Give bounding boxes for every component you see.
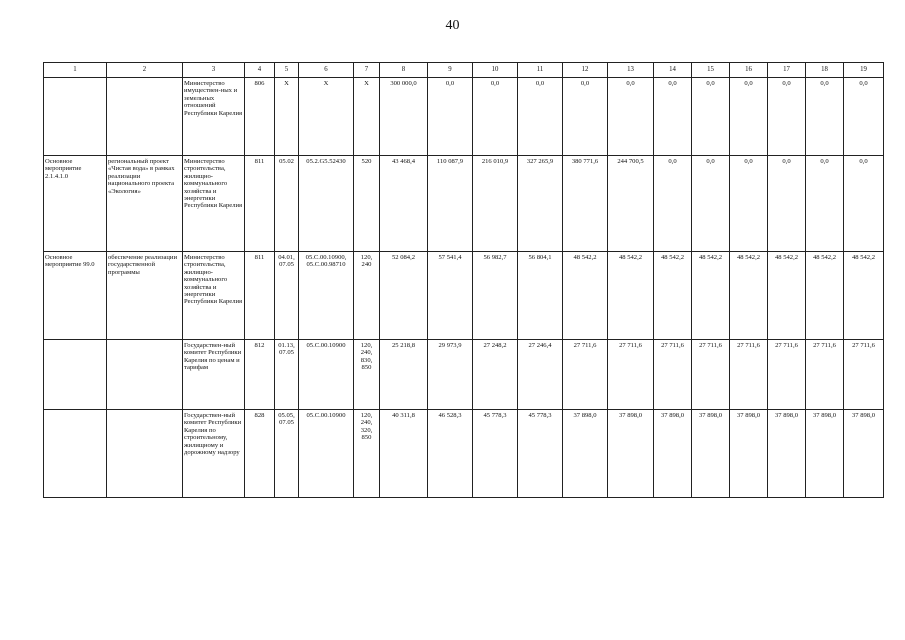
value-cell: 48 542,2 xyxy=(806,252,844,340)
vr-cell: 120, 240, 320, 850 xyxy=(354,410,380,498)
budget-table xyxy=(43,62,884,498)
activity-cell xyxy=(44,410,107,498)
column-header: 12 xyxy=(563,63,608,78)
executor-cell: Министерство строительства, жилищно-коммунального хозяйства и энергетики Республики Карелия xyxy=(183,252,245,340)
table-row xyxy=(44,156,884,252)
header-row xyxy=(44,63,884,78)
value-cell: 52 084,2 xyxy=(380,252,428,340)
rzpr-cell: 05.05, 07.05 xyxy=(275,410,299,498)
column-header: 13 xyxy=(608,63,654,78)
column-header: 8 xyxy=(380,63,428,78)
grbs-cell: 811 xyxy=(245,252,275,340)
column-header: 1 xyxy=(44,63,107,78)
project-cell xyxy=(107,78,183,156)
column-header: 9 xyxy=(428,63,473,78)
column-header: 4 xyxy=(245,63,275,78)
value-cell: 57 541,4 xyxy=(428,252,473,340)
value-cell: 0,0 xyxy=(768,78,806,156)
value-cell: 0,0 xyxy=(730,78,768,156)
value-cell: 0,0 xyxy=(730,156,768,252)
activity-cell: Основное мероприятие 99.0 xyxy=(44,252,107,340)
value-cell: 40 311,8 xyxy=(380,410,428,498)
column-header: 10 xyxy=(473,63,518,78)
vr-cell: 120, 240 xyxy=(354,252,380,340)
value-cell: 27 711,6 xyxy=(806,340,844,410)
value-cell: 27 711,6 xyxy=(844,340,884,410)
value-cell: 27 711,6 xyxy=(692,340,730,410)
column-header: 18 xyxy=(806,63,844,78)
value-cell: 56 982,7 xyxy=(473,252,518,340)
value-cell: 48 542,2 xyxy=(563,252,608,340)
column-header: 2 xyxy=(107,63,183,78)
value-cell: 37 898,0 xyxy=(654,410,692,498)
value-cell: 48 542,2 xyxy=(608,252,654,340)
value-cell: 27 711,6 xyxy=(730,340,768,410)
value-cell: 27 711,6 xyxy=(608,340,654,410)
value-cell: 37 898,0 xyxy=(844,410,884,498)
value-cell: 48 542,2 xyxy=(730,252,768,340)
csr-cell: 05.2.G5.52430 xyxy=(299,156,354,252)
value-cell: 0,0 xyxy=(768,156,806,252)
executor-cell: Государствен-ный комитет Республики Карелия по строительному, жилищному и дорожному надзору xyxy=(183,410,245,498)
value-cell: 46 528,3 xyxy=(428,410,473,498)
value-cell: 27 248,2 xyxy=(473,340,518,410)
value-cell: 0,0 xyxy=(844,156,884,252)
grbs-cell: 811 xyxy=(245,156,275,252)
value-cell: 25 218,8 xyxy=(380,340,428,410)
project-cell: региональный проект «Чистая вода» в рамках реализации национального проекта «Экология» xyxy=(107,156,183,252)
column-header: 11 xyxy=(518,63,563,78)
value-cell: 0,0 xyxy=(518,78,563,156)
value-cell: 0,0 xyxy=(654,78,692,156)
value-cell: 37 898,0 xyxy=(806,410,844,498)
value-cell: 216 010,9 xyxy=(473,156,518,252)
value-cell: 37 898,0 xyxy=(768,410,806,498)
rzpr-cell: Х xyxy=(275,78,299,156)
executor-cell: Министерство строительства, жилищно-коммунального хозяйства и энергетики Республики Карелия xyxy=(183,156,245,252)
activity-cell xyxy=(44,340,107,410)
column-header: 7 xyxy=(354,63,380,78)
value-cell: 37 898,0 xyxy=(608,410,654,498)
executor-cell: Государствен-ный комитет Республики Карелия по ценам и тарифам xyxy=(183,340,245,410)
column-header: 19 xyxy=(844,63,884,78)
value-cell: 37 898,0 xyxy=(692,410,730,498)
vr-cell: 520 xyxy=(354,156,380,252)
rzpr-cell: 01.13, 07.05 xyxy=(275,340,299,410)
value-cell: 0,0 xyxy=(806,78,844,156)
value-cell: 0,0 xyxy=(692,156,730,252)
grbs-cell: 812 xyxy=(245,340,275,410)
value-cell: 37 898,0 xyxy=(563,410,608,498)
value-cell: 0,0 xyxy=(654,156,692,252)
value-cell: 27 711,6 xyxy=(563,340,608,410)
project-cell xyxy=(107,340,183,410)
value-cell: 27 711,6 xyxy=(654,340,692,410)
value-cell: 327 265,9 xyxy=(518,156,563,252)
project-cell xyxy=(107,410,183,498)
value-cell: 27 711,6 xyxy=(768,340,806,410)
value-cell: 45 778,3 xyxy=(473,410,518,498)
value-cell: 0,0 xyxy=(692,78,730,156)
value-cell: 48 542,2 xyxy=(768,252,806,340)
value-cell: 0,0 xyxy=(844,78,884,156)
csr-cell: 05.С.00.10900 xyxy=(299,340,354,410)
table-row xyxy=(44,410,884,498)
grbs-cell: 828 xyxy=(245,410,275,498)
vr-cell: Х xyxy=(354,78,380,156)
value-cell: 244 700,5 xyxy=(608,156,654,252)
activity-cell: Основное мероприятие 2.1.4.1.0 xyxy=(44,156,107,252)
value-cell: 48 542,2 xyxy=(844,252,884,340)
project-cell: обеспечение реализации государственной программы xyxy=(107,252,183,340)
table-row xyxy=(44,78,884,156)
value-cell: 37 898,0 xyxy=(730,410,768,498)
column-header: 6 xyxy=(299,63,354,78)
column-header: 17 xyxy=(768,63,806,78)
rzpr-cell: 04.01, 07.05 xyxy=(275,252,299,340)
table-row xyxy=(44,252,884,340)
csr-cell: 05.С.00.10900 xyxy=(299,410,354,498)
page-number: 40 xyxy=(445,18,460,33)
value-cell: 0,0 xyxy=(806,156,844,252)
value-cell: 48 542,2 xyxy=(654,252,692,340)
grbs-cell: 806 xyxy=(245,78,275,156)
csr-cell: Х xyxy=(299,78,354,156)
value-cell: 110 087,9 xyxy=(428,156,473,252)
value-cell: 56 804,1 xyxy=(518,252,563,340)
value-cell: 300 000,0 xyxy=(380,78,428,156)
value-cell: 43 468,4 xyxy=(380,156,428,252)
value-cell: 0,0 xyxy=(428,78,473,156)
value-cell: 0,0 xyxy=(563,78,608,156)
value-cell: 48 542,2 xyxy=(692,252,730,340)
column-header: 15 xyxy=(692,63,730,78)
column-header: 16 xyxy=(730,63,768,78)
value-cell: 29 973,9 xyxy=(428,340,473,410)
value-cell: 45 778,3 xyxy=(518,410,563,498)
rzpr-cell: 05.02 xyxy=(275,156,299,252)
value-cell: 27 246,4 xyxy=(518,340,563,410)
vr-cell: 120, 240, 830, 850 xyxy=(354,340,380,410)
column-header: 3 xyxy=(183,63,245,78)
table-row xyxy=(44,340,884,410)
column-header: 14 xyxy=(654,63,692,78)
executor-cell: Министерство имуществен-ных и земельных отношений Республики Карелия xyxy=(183,78,245,156)
csr-cell: 05.С.00.10900, 05.С.00.98710 xyxy=(299,252,354,340)
value-cell: 380 771,6 xyxy=(563,156,608,252)
activity-cell xyxy=(44,78,107,156)
value-cell: 0,0 xyxy=(608,78,654,156)
value-cell: 0,0 xyxy=(473,78,518,156)
column-header: 5 xyxy=(275,63,299,78)
